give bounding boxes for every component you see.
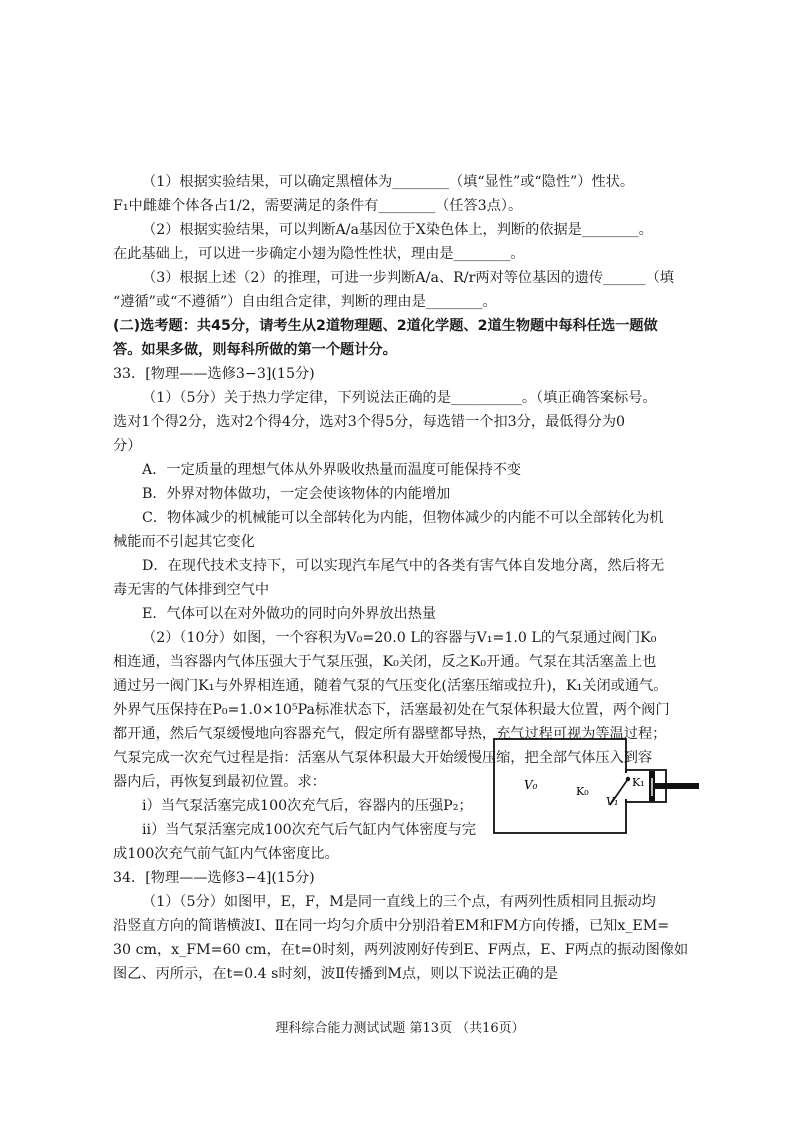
q34-line3: 30 cm，x_FM=60 cm，在t=0时刻，两列波刚好传到E、F两点，E、F两点的振动图像如 (113, 942, 689, 958)
q33-part2-line7: 器内后，再恢复到最初位置。求： (113, 774, 326, 790)
q34-heading: 34．[物理——选修3−4](15分) (113, 870, 315, 886)
q33-part2-line1: （2）（10分）如图，一个容积为V₀=20.0 L的容器与V₁=1.0 L的气泵通过阀门K₀ (142, 630, 657, 646)
q33-sub-ii-line1: ii）当气泵活塞完成100次充气后气缸内气体密度与完 (142, 822, 477, 838)
elective-intro-line2: 答。如果多做，则每科所做的第一个题计分。 (113, 342, 397, 358)
page-footer: 理科综合能力测试试题 第13页 （共16页） (275, 1021, 525, 1036)
valve-k0-hinge (626, 777, 630, 781)
label-v0: V₀ (524, 778, 538, 792)
label-k0: K₀ (576, 785, 589, 798)
genetics-q2-line2: 在此基础上，可以进一步确定小翅为隐性性状，理由是________。 (113, 246, 525, 262)
q33-part1-line1: （1）（5分）关于热力学定律，下列说法正确的是__________。（填正确答案标号。 (142, 390, 657, 406)
genetics-q3-line2: “遵循”或“不遵循”）自由组合定律，判断的理由是________。 (113, 294, 497, 310)
q33-option-d-line1: D．在现代技术支持下，可以实现汽车尾气中的各类有害气体自发地分离，然后将无 (142, 558, 665, 574)
q34-line2: 沿竖直方向的简谐横波Ⅰ、Ⅱ在同一均匀介质中分别沿着EM和FM方向传播，已知x_EM= (113, 918, 670, 934)
container-pump-diagram (492, 737, 702, 837)
piston-rod (655, 783, 699, 789)
q33-sub-i: i）当气泵活塞完成100次充气后，容器内的压强P₂； (142, 798, 473, 814)
label-v1: V₁ (606, 795, 619, 808)
elective-intro-line1: (二)选考题：共45分，请考生从2道物理题、2道化学题、2道生物题中每科任选一题做 (113, 318, 658, 334)
q34-line1: （1）（5分）如图甲，E，F，M是同一直线上的三个点，有两列性质相同且振动均 (142, 894, 656, 910)
genetics-q3-line1: （3）根据上述（2）的推理，可进一步判断A/a、R/r两对等位基因的遗传______（填 (142, 270, 674, 286)
q33-part2-line4: 外界气压保持在P₀=1.0×10⁵Pa标准状态下，活塞最初处在气泵体积最大位置，两个阀门 (113, 702, 670, 718)
q33-option-a: A．一定质量的理想气体从外界吸收热量而温度可能保持不变 (142, 462, 522, 478)
q33-option-b: B．外界对物体做功，一定会使该物体的内能增加 (142, 486, 451, 502)
q33-part2-line2: 相连通，当容器内气体压强大于气泵压强，K₀关闭，反之K₀开通。气泵在其活塞盖上也 (113, 654, 657, 670)
genetics-q1-line2: F₁中雌雄个体各占1/2，需要满足的条件有________（任答3点）。 (113, 198, 523, 214)
q33-option-e: E．气体可以在对外做功的同时向外界放出热量 (142, 606, 437, 622)
q33-option-c-line1: C．物体减少的机械能可以全部转化为内能，但物体减少的内能不可以全部转化为机 (142, 510, 664, 526)
q33-heading: 33．[物理——选修3−3](15分) (113, 366, 315, 382)
q33-option-d-line2: 毒无害的气体排到空气中 (113, 582, 270, 598)
q33-part2-line3: 通过另一阀门K₁与外界相连通，随着气泵的气压变化(活塞压缩或拉升)，K₁关闭或通气。 (113, 678, 668, 694)
q33-part1-line2: 选对1个得2分，选对2个得4分，选对3个得5分，每选错一个扣3分，最低得分为0 (113, 414, 626, 430)
label-k1: K₁ (632, 776, 645, 789)
genetics-q2-line1: （2）根据实验结果，可以判断A/a基因位于X染色体上，判断的依据是________。 (142, 222, 653, 238)
q33-option-c-line2: 械能而不引起其它变化 (113, 534, 255, 550)
q33-part2-line6: 气泵完成一次充气过程是指：活塞从气泵体积最大开始缓慢压缩，把全部气体压入到容 (113, 750, 653, 766)
genetics-q1-line1: （1）根据实验结果，可以确定黑檀体为________（填“显性”或“隐性”）性状。 (142, 174, 635, 190)
q33-part1-line3: 分） (113, 438, 142, 454)
q34-line4: 图乙、丙所示，在t=0.4 s时刻，波Ⅱ传播到M点，则以下说法正确的是 (113, 966, 558, 982)
q33-part2-line5: 都开通，然后气泵缓慢地向容器充气，假定所有器壁都导热，充气过程可视为等温过程； (113, 726, 667, 742)
container-vessel (494, 739, 626, 833)
q33-sub-ii-line2: 成100次充气前气缸内气体密度比。 (113, 846, 339, 862)
